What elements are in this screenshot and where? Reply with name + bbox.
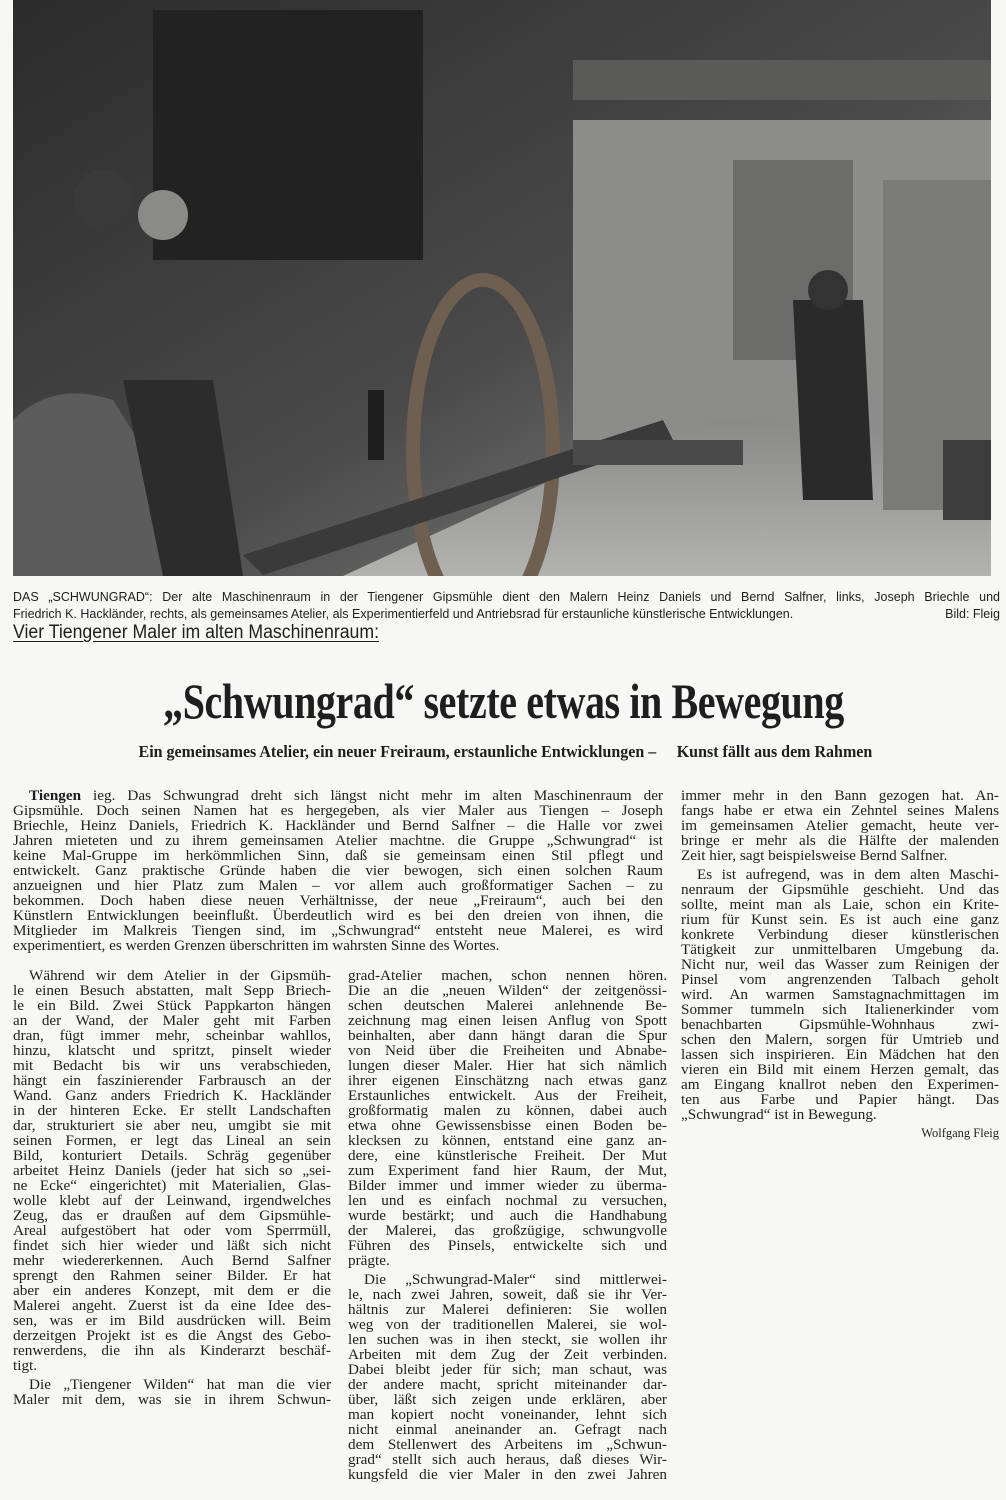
text-line: rium für Kunst sein. Es ist auch eine ganz bbox=[681, 911, 999, 928]
text-line: arbeitet Heinz Daniels (jeder hat sich so „sei- bbox=[13, 1162, 331, 1179]
text-line: lungen dieser Maler. Hier hat sich nämlich bbox=[348, 1057, 667, 1074]
dateline: Tiengen bbox=[29, 787, 82, 804]
text-line: Während wir dem Atelier in der Gipsmüh- bbox=[29, 967, 331, 984]
text-line: ne Ecke“ eingerichtet) mit Materialien, Glas- bbox=[13, 1177, 331, 1194]
text-line: hängt ein faszinierender Farbrausch an der bbox=[13, 1072, 331, 1089]
lead-line: anzueignen und hier Platz zum Malen – vor allem auch großformatiger Sachen – zu bbox=[13, 877, 663, 894]
text-line: von Neid über die Freiheiten und Abnabe- bbox=[348, 1042, 667, 1059]
text-line: Die an die „neuen Wilden“ der zeitgenössi- bbox=[348, 982, 667, 999]
text-line: weg von der traditionellen Malerei, sie wol- bbox=[348, 1316, 667, 1333]
text-line: mehr wiedererkennen. Auch Bernd Salfner bbox=[13, 1252, 331, 1269]
text-line: dere, eine künstlerische Freiheit. Der Mut bbox=[348, 1147, 667, 1164]
text-line: le, nach zwei Jahren, soweit, daß sie ihr Ver- bbox=[348, 1286, 667, 1303]
text-line: mit Bedacht bis wir uns verabschieden, bbox=[13, 1057, 331, 1074]
text-line: sen, was er im Bild ausdrücken will. Beim bbox=[13, 1312, 331, 1329]
text-line: Zeit hier, sagt beispielsweise Bernd Salfner. bbox=[681, 847, 948, 864]
painter-head-middle bbox=[138, 190, 188, 240]
lead-line: Mitglieder im Malkreis Tiengen sind, im „Schwungrad“ entsteht neue Malerei, es wird bbox=[13, 922, 663, 939]
text-line: wurde bestärkt; und auch die Handhabung bbox=[348, 1207, 667, 1224]
lead-line: Jahren mieteten und zu ihrem gemeinsamen Atelier machtne. die Gruppe „Schwungrad“ ist bbox=[13, 832, 663, 849]
text-line: über, läßt sich zeigen unde erklären, aber bbox=[348, 1391, 667, 1408]
text-line: Tätigkeit zur unmittelbaren Umgebung da. bbox=[681, 941, 999, 958]
lead-line: keine Mal-Gruppe im herkömmlichen Sinn, daß sie gemeinsam einen Stil pflegt und bbox=[13, 847, 663, 864]
text-line: le einen Besuch abstatten, malt Sepp Briech- bbox=[13, 982, 331, 999]
text-line: klecksen zu können, entstand eine ganz an- bbox=[348, 1132, 667, 1149]
lead-line: Künstlern Entwicklungen beeinflußt. Überdeutlich wird es bei den dreien von ihnen, die bbox=[13, 907, 663, 924]
text-line: etwa ohne Gewissensbisse einen Boden be- bbox=[348, 1117, 667, 1134]
lead-first-line: ieg. Das Schwungrad dreht sich längst nicht mehr im alten Maschinenraum der bbox=[81, 787, 663, 804]
text-line: ihrer eigenen Einschätzng nach etwas ganz bbox=[348, 1072, 667, 1089]
paragraph bbox=[681, 867, 999, 1122]
caption-line-1: DAS „SCHWUNGRAD“: Der alte Maschinenraum in der Tiengener Gipsmühle dient den Malern Heinz Daniels und Bernd Salfner, links, Joseph Briechle und bbox=[13, 590, 1000, 604]
text-line: in der hinteren Ecke. Er stellt Landschaften bbox=[13, 1102, 331, 1119]
text-line: schen den Malern, sorgen für Umtrieb und bbox=[681, 1031, 999, 1048]
text-line: vieren ein Bild mit einem Herzen gemalt, das bbox=[681, 1061, 999, 1078]
text-line: findet sich hier wieder und läßt sich nicht bbox=[13, 1237, 331, 1254]
painter-figure-right bbox=[793, 300, 873, 500]
lead-line: Briechle, Heinz Daniels, Friedrich K. Hackländer und Bernd Salfner – die Halle vor zwei bbox=[13, 817, 663, 834]
photo-credit: Bild: Fleig bbox=[945, 607, 1000, 621]
lead-line: Gipsmühle. Doch seinen Namen hat es hergegeben, als vier Maler aus Tiengen – Joseph bbox=[13, 802, 663, 819]
subheadline-part-1: Ein gemeinsames Atelier, ein neuer Freiraum, erstaunliche Entwicklungen – bbox=[138, 742, 657, 761]
paragraph bbox=[348, 1272, 667, 1482]
paragraph bbox=[13, 1377, 331, 1407]
text-line: im gemeinsamen Atelier gemacht, heute ver- bbox=[681, 817, 999, 834]
text-line: lassen sich inspirieren. Ein Mädchen hat den bbox=[681, 1046, 999, 1063]
text-line: Sommer tummeln sich Italienerkinder vom bbox=[681, 1001, 999, 1018]
painter-head-right bbox=[808, 270, 848, 310]
text-line: dran, fügt immer mehr, scheinbar wahllos, bbox=[13, 1027, 331, 1044]
text-line: Areal aufgestöbert hat oder vom Sperrmüll, bbox=[13, 1222, 331, 1239]
text-line: Wand. Ganz anders Friedrich K. Hackländer bbox=[13, 1087, 331, 1104]
text-line: Die „Schwungrad-Maler“ sind mittlerwei- bbox=[364, 1271, 667, 1288]
text-line: kungsfeld die vier Maler in den zwei Jahren bbox=[348, 1466, 667, 1483]
subheadline bbox=[0, 742, 1006, 762]
text-line: Nicht nur, weil das Wasser zum Reinigen der bbox=[681, 956, 999, 973]
text-line: dem Stellenwert des Arbeitens im „Schwun- bbox=[348, 1436, 667, 1453]
text-line: Malerei angeht. Zuerst ist da eine Idee des- bbox=[13, 1297, 331, 1314]
text-line: zum Experiment fand hier Raum, der Mut, bbox=[348, 1162, 667, 1179]
text-line: großformatig malen zu können, dabei auch bbox=[348, 1102, 667, 1119]
headline-wrap bbox=[0, 672, 1006, 730]
text-line: Dabei bleibt jeder für sich; man schaut, was bbox=[348, 1361, 667, 1378]
text-line: man kopiert nocht voneinander, lehnt sich bbox=[348, 1406, 667, 1423]
photo-caption bbox=[13, 589, 1000, 623]
text-line: der Malerei, das großzügige, schwungvolle bbox=[348, 1222, 667, 1239]
text-line: sollte, meint man als Laie, schon ein Krite- bbox=[681, 896, 999, 913]
text-line: Die „Tiengener Wilden“ hat man die vier bbox=[29, 1376, 331, 1393]
text-line: Bild, konturiert Details. Schräg gegenüber bbox=[13, 1147, 331, 1164]
text-line: len suchen was in ihen steckt, sie wollen ihr bbox=[348, 1331, 667, 1348]
text-line: hältnis zur Malerei definieren: Sie wollen bbox=[348, 1301, 667, 1318]
article-column-3 bbox=[681, 788, 999, 1141]
lead-paragraph bbox=[13, 788, 663, 953]
paragraph bbox=[681, 788, 999, 863]
text-line: „Schwungrad“ ist in Bewegung. bbox=[681, 1106, 877, 1123]
author-signature: Wolfgang Fleig bbox=[921, 1126, 999, 1140]
window bbox=[153, 10, 423, 260]
text-line: Zeug, das er draußen auf dem Gipsmühle- bbox=[13, 1207, 331, 1224]
crate bbox=[943, 440, 991, 520]
text-line: Maler mit dem, was sie in ihrem Schwun- bbox=[13, 1391, 331, 1408]
text-line: nicht einmal aneinander an. Gefragt nach bbox=[348, 1421, 667, 1438]
text-line: zeichnung mag einen leisen Anflug von Spott bbox=[348, 1012, 667, 1029]
text-line: benachbarten Gipsmühle-Wohnhaus zwi- bbox=[681, 1016, 999, 1033]
text-line: tigt. bbox=[13, 1357, 38, 1374]
text-line: aber ein anderes Konzept, mit dem er die bbox=[13, 1282, 331, 1299]
painter-head-left bbox=[73, 170, 133, 230]
text-line: Pinsel vom angrenzenden Talbach geholt bbox=[681, 971, 999, 988]
article-column-2 bbox=[348, 968, 667, 1486]
text-line: Arbeiten mit dem Zug der Zeit verbinden. bbox=[348, 1346, 667, 1363]
text-line: der andere macht, spricht miteinander dar- bbox=[348, 1376, 667, 1393]
text-line: wird. An warmen Samstagnachmittagen im bbox=[681, 986, 999, 1003]
text-line: Es ist aufregend, was in dem alten Maschi- bbox=[697, 866, 999, 883]
text-line: derzeitgen Projekt ist es die Angst des Gebo- bbox=[13, 1327, 331, 1344]
text-line: immer mehr in den Bann gezogen hat. An- bbox=[681, 787, 999, 804]
text-line: Erstaunliches entwickelt. Aus der Freiheit, bbox=[348, 1087, 667, 1104]
caption-text: Friedrich K. Hackländer, rechts, als gemeinsames Atelier, als Experimentierfeld und Antriebsrad für erstaunliche künstlerische Entwicklungen. bbox=[13, 607, 794, 621]
lead-line bbox=[13, 788, 663, 803]
headline: „Schwungrad“ setzte etwas in Bewegung bbox=[162, 673, 844, 729]
text-line: len und es einfach nochmal zu versuchen, bbox=[348, 1192, 667, 1209]
subheadline-part-2: Kunst fällt aus dem Rahmen bbox=[676, 742, 873, 761]
text-line: dar, strukturiert sie aber neu, umgibt sie mit bbox=[13, 1117, 331, 1134]
text-line: bringe er mehr als die Hälfte der malenden bbox=[681, 832, 999, 849]
paragraph bbox=[13, 968, 331, 1373]
text-line: grad-Atelier machen, schon nennen hören. bbox=[348, 967, 667, 984]
paint-table bbox=[573, 440, 743, 465]
kicker: Vier Tiengener Maler im alten Maschinenraum: bbox=[13, 622, 380, 643]
text-line: hinzu, klatscht und spritzt, pinselt wieder bbox=[13, 1042, 331, 1059]
text-line: am Eingang knallrot neben den Experimen- bbox=[681, 1076, 999, 1093]
caption-line-2 bbox=[13, 606, 1000, 623]
text-line: le ein Bild. Zwei Stück Pappkarton hängen bbox=[13, 997, 331, 1014]
text-line: wolle klebt auf der Leinwand, irgendwelches bbox=[13, 1192, 331, 1209]
text-line: schen deutschen Malerei anlehnende Be- bbox=[348, 997, 667, 1014]
text-line: an der Wand, der Maler geht mit Farben bbox=[13, 1012, 331, 1029]
wine-bottle bbox=[368, 390, 384, 460]
text-line: beinhalten, aber dann hängt daran die Spur bbox=[348, 1027, 667, 1044]
lead-line: experimentiert, es werden Grenzen überschritten im wahrsten Sinne des Wortes. bbox=[13, 937, 500, 954]
text-line: ten aus Farbe und Papier hängt. Das bbox=[681, 1091, 999, 1108]
text-line: konkrete Verbindung dieser künstlerischen bbox=[681, 926, 999, 943]
text-line: nenraum der Gipsmühle geschieht. Und das bbox=[681, 881, 999, 898]
text-line: Bilder immer und immer wieder zu überma- bbox=[348, 1177, 667, 1194]
article-photo bbox=[13, 0, 991, 576]
ceiling-beam bbox=[573, 60, 991, 100]
lead-line: bekommen. Doch haben diese neuen Verhältnisse, der neue „Freiraum“, auch bei den bbox=[13, 892, 663, 909]
text-line: seinen Formen, er legt das Lineal an sein bbox=[13, 1132, 331, 1149]
text-line: fangs habe er etwa ein Zehntel seines Malens bbox=[681, 802, 999, 819]
text-line: prägte. bbox=[348, 1252, 390, 1269]
text-line: sprengt den Rahmen seiner Bilder. Er hat bbox=[13, 1267, 331, 1284]
lead-line: entwickelt. Ganz praktische Gründe haben die vier bewogen, sich einen solchen Raum bbox=[13, 862, 663, 879]
text-line: renwerdens, die ihn als Kinderarzt beschäf- bbox=[13, 1342, 331, 1359]
text-line: grad“ stellt sich auch heraus, daß dieses Wir- bbox=[348, 1451, 667, 1468]
text-line: Führen des Pinsels, entwickelte sich und bbox=[348, 1237, 667, 1254]
paragraph bbox=[348, 968, 667, 1268]
article-column-1 bbox=[13, 968, 331, 1411]
